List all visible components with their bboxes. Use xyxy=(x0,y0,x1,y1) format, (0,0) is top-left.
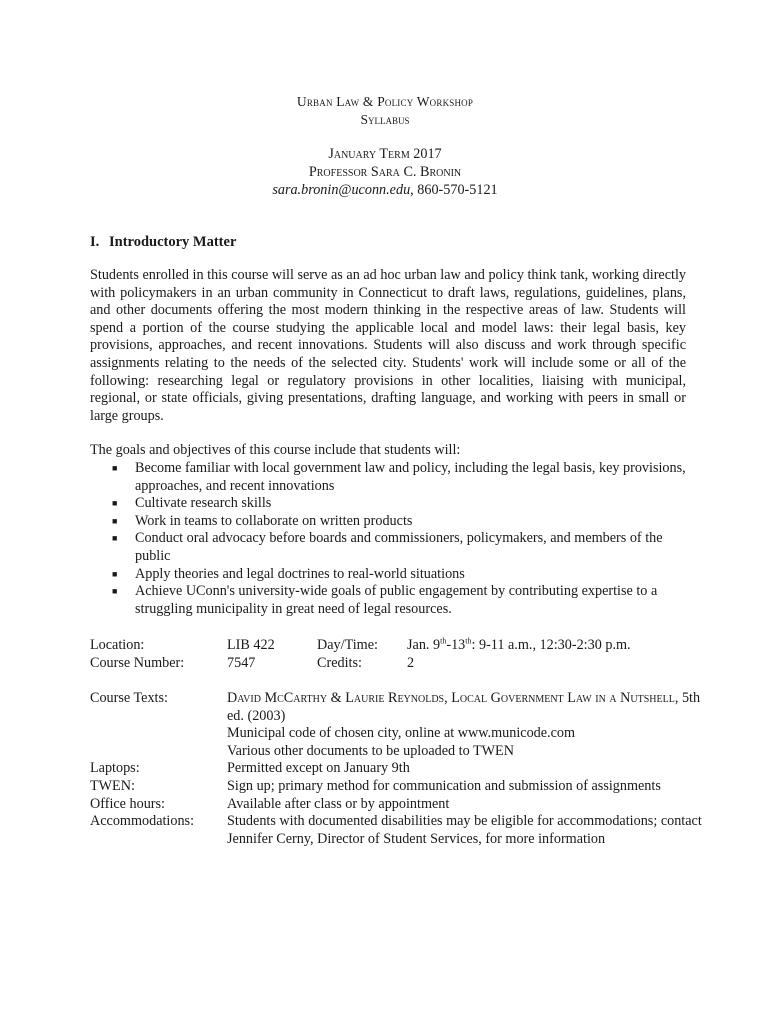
bullet-icon: ■ xyxy=(112,568,118,579)
goal-text: Cultivate research skills xyxy=(135,495,272,512)
goal-text: Apply theories and legal doctrines to real-world situations xyxy=(135,565,465,582)
office-hours-value: Available after class or by appointment xyxy=(227,795,450,812)
twen-value: Sign up; primary method for communication and submission of assignments xyxy=(227,777,661,794)
twen-label: TWEN: xyxy=(90,777,135,794)
accommodations-label: Accommodations: xyxy=(90,813,195,830)
list-item xyxy=(90,513,686,531)
goal-text: Conduct oral advocacy before boards and commissioners, policymakers, and members of the public xyxy=(135,530,663,564)
laptops-value: Permitted except on January 9th xyxy=(227,760,410,777)
course-info-table xyxy=(90,637,690,672)
section-heading xyxy=(90,234,236,252)
location-label: Location: xyxy=(90,637,145,653)
ordinal-suffix: th xyxy=(465,636,472,646)
course-text-line: Various other documents to be uploaded to TWEN xyxy=(227,742,514,759)
term-line: January Term 2017 xyxy=(328,146,442,162)
course-number-label: Course Number: xyxy=(90,654,185,671)
goal-text: Work in teams to collaborate on written products xyxy=(135,512,413,529)
goals-list xyxy=(90,460,686,618)
daytime-label: Day/Time: xyxy=(317,637,378,653)
credits-value: 2 xyxy=(407,654,415,671)
course-details-table xyxy=(90,690,710,848)
list-item xyxy=(90,530,686,565)
goal-text: Become familiar with local government law and policy, including the legal basis, key provisions, approaches, and recent innovations xyxy=(135,460,686,494)
list-item xyxy=(90,583,686,618)
table-row xyxy=(90,655,690,673)
course-text-line: Municipal code of chosen city, online at www.municode.com xyxy=(227,725,576,742)
course-texts-label: Course Texts: xyxy=(90,690,168,706)
contact-line xyxy=(0,182,770,200)
textbook-edition: , 5th ed. (2003) xyxy=(227,690,701,724)
accommodations-value: Students with documented disabilities may be eligible for accommodations; contact Jennifer Cerny, Director of Student Services, for more information xyxy=(227,813,702,847)
course-number-value: 7547 xyxy=(227,654,256,671)
professor-line: Professor Sara C. Bronin xyxy=(308,164,462,180)
daytime-hours: : 9-11 a.m., 12:30-2:30 p.m. xyxy=(471,637,631,653)
phone-number: , 860-570-5121 xyxy=(410,182,498,198)
office-hours-label: Office hours: xyxy=(90,795,165,812)
email-address: sara.bronin@uconn.edu xyxy=(272,182,411,198)
goals-intro: The goals and objectives of this course include that students will: xyxy=(90,442,461,458)
table-row xyxy=(90,760,710,778)
daytime-value xyxy=(407,637,690,655)
list-item xyxy=(90,566,686,584)
list-item xyxy=(90,460,686,495)
table-row xyxy=(90,637,690,655)
textbook-citation xyxy=(227,690,710,725)
bullet-icon: ■ xyxy=(112,498,118,509)
table-row xyxy=(90,796,710,814)
document-title: Urban Law & Policy Workshop xyxy=(296,94,474,109)
table-row xyxy=(90,690,710,760)
bullet-icon: ■ xyxy=(112,586,118,597)
section-number: I. xyxy=(90,234,100,250)
table-row xyxy=(90,813,710,848)
table-row xyxy=(90,778,710,796)
credits-label: Credits: xyxy=(317,654,362,671)
ordinal-suffix: th xyxy=(440,636,447,646)
location-value: LIB 422 xyxy=(227,637,275,653)
section-title: Introductory Matter xyxy=(109,234,237,250)
bullet-icon: ■ xyxy=(112,463,118,473)
goal-text: Achieve UConn's university-wide goals of public engagement by contributing expertise to a struggling municipality in great need of legal resources. xyxy=(135,583,658,617)
daytime-end: -13 xyxy=(446,637,466,653)
bullet-icon: ■ xyxy=(112,533,118,544)
list-item xyxy=(90,495,686,513)
textbook-title: David McCarthy & Laurie Reynolds, Local Government Law in a Nutshell xyxy=(227,690,675,706)
daytime-start: Jan. 9 xyxy=(407,637,441,653)
document-subtitle: Syllabus xyxy=(360,112,410,127)
bullet-icon: ■ xyxy=(112,515,118,526)
intro-paragraph: Students enrolled in this course will serve as an ad hoc urban law and policy think tank, working directly with policymakers in an urban community in Connecticut to draft laws, regulations, guidelines, plans, and other documents offering the most modern thinking in the respective areas of law. Students will spend a portion of the course studying the applicable local and model laws: their legal basis, key provisions, approaches, and recent innovations. Students will also discuss and work through specific assignments relating to the needs of the selected city. Students' work will include some or all of the following: researching legal or regulatory provisions in other localities, liaising with municipal, regional, or state officials, giving presentations, drafting language, and working with peers in small or large groups. xyxy=(90,267,686,424)
course-texts-value xyxy=(227,690,710,760)
laptops-label: Laptops: xyxy=(90,760,140,777)
